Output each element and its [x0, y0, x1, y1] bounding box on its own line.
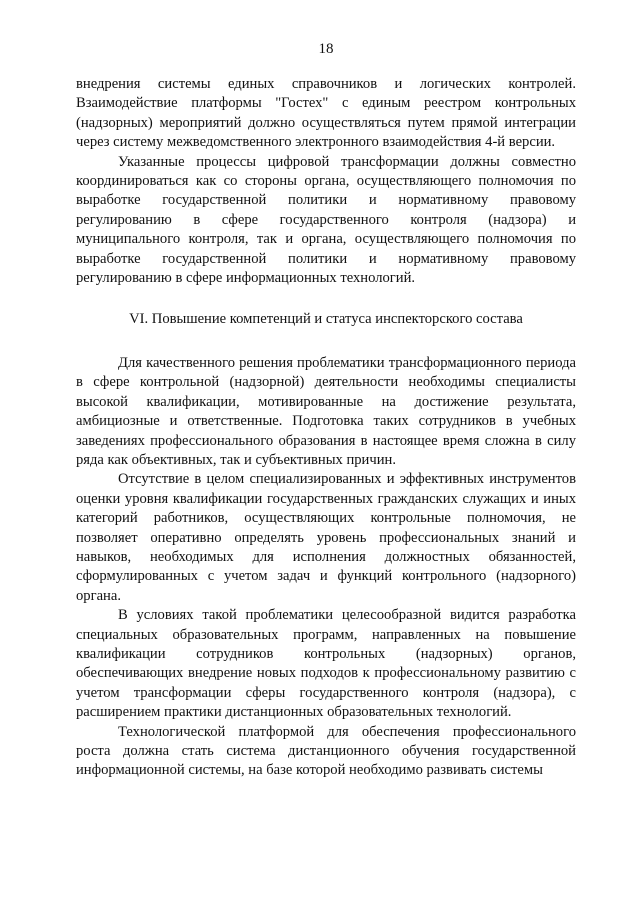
paragraph-continued: внедрения системы единых справочников и логических контролей. Взаимодействие платформы "Гостех" с единым реестром контрольных (надзорных) мероприятий должно осуществляться путем прямой интеграции через систему межведомственного электронного взаимодействия 4-й версии.	[76, 76, 576, 151]
paragraph: Указанные процессы цифровой трансформации должны совместно координироваться как со стороны органа, осуществляющего полномочия по выработке государственной политики и нормативному правовому регулированию в сфере государственного контроля (надзора) и муниципального контроля, так и органа, осуществляющего полномочия по выработке государственной политики и нормативному правовому регулированию в сфере информационных технологий.	[76, 153, 576, 287]
paragraph: Для качественного решения проблематики трансформационного периода в сфере контрольной (надзорной) деятельности необходимы специалисты высокой квалификации, мотивированные на достижение результата, амбициозные и ответственные. Подготовка таких сотрудников в учебных заведениях профессионального образования в настоящее время сложна в силу ряда как объективных, так и субъективных причин.	[76, 354, 576, 468]
document-body	[76, 75, 576, 781]
paragraph: Отсутствие в целом специализированных и эффективных инструментов оценки уровня квалификации государственных гражданских служащих и иных категорий работников, осуществляющих контрольные полномочия, не позволяет оперативно определять уровень профессиональных знаний и навыков, необходимых для исполнения должностных обязанностей, сформулированных с учетом задач и функций контрольного (надзорного) органа.	[76, 471, 576, 604]
section-heading: VI. Повышение компетенций и статуса инспекторского состава	[129, 311, 523, 328]
paragraph: Технологической платформой для обеспечения профессионального роста должна стать система дистанционного обучения государственной информационной системы, на базе которой необходимо развивать системы	[76, 723, 576, 779]
paragraph: В условиях такой проблематики целесообразной видится разработка специальных образовательных программ, направленных на повышение квалификации сотрудников контрольных (надзорных) органов, обеспечивающих внедрение новых подходов к профессиональному развитию с учетом трансформации сферы государственного контроля (надзора), с расширением практики дистанционных образовательных технологий.	[76, 607, 576, 721]
page-number: 18	[318, 41, 334, 57]
